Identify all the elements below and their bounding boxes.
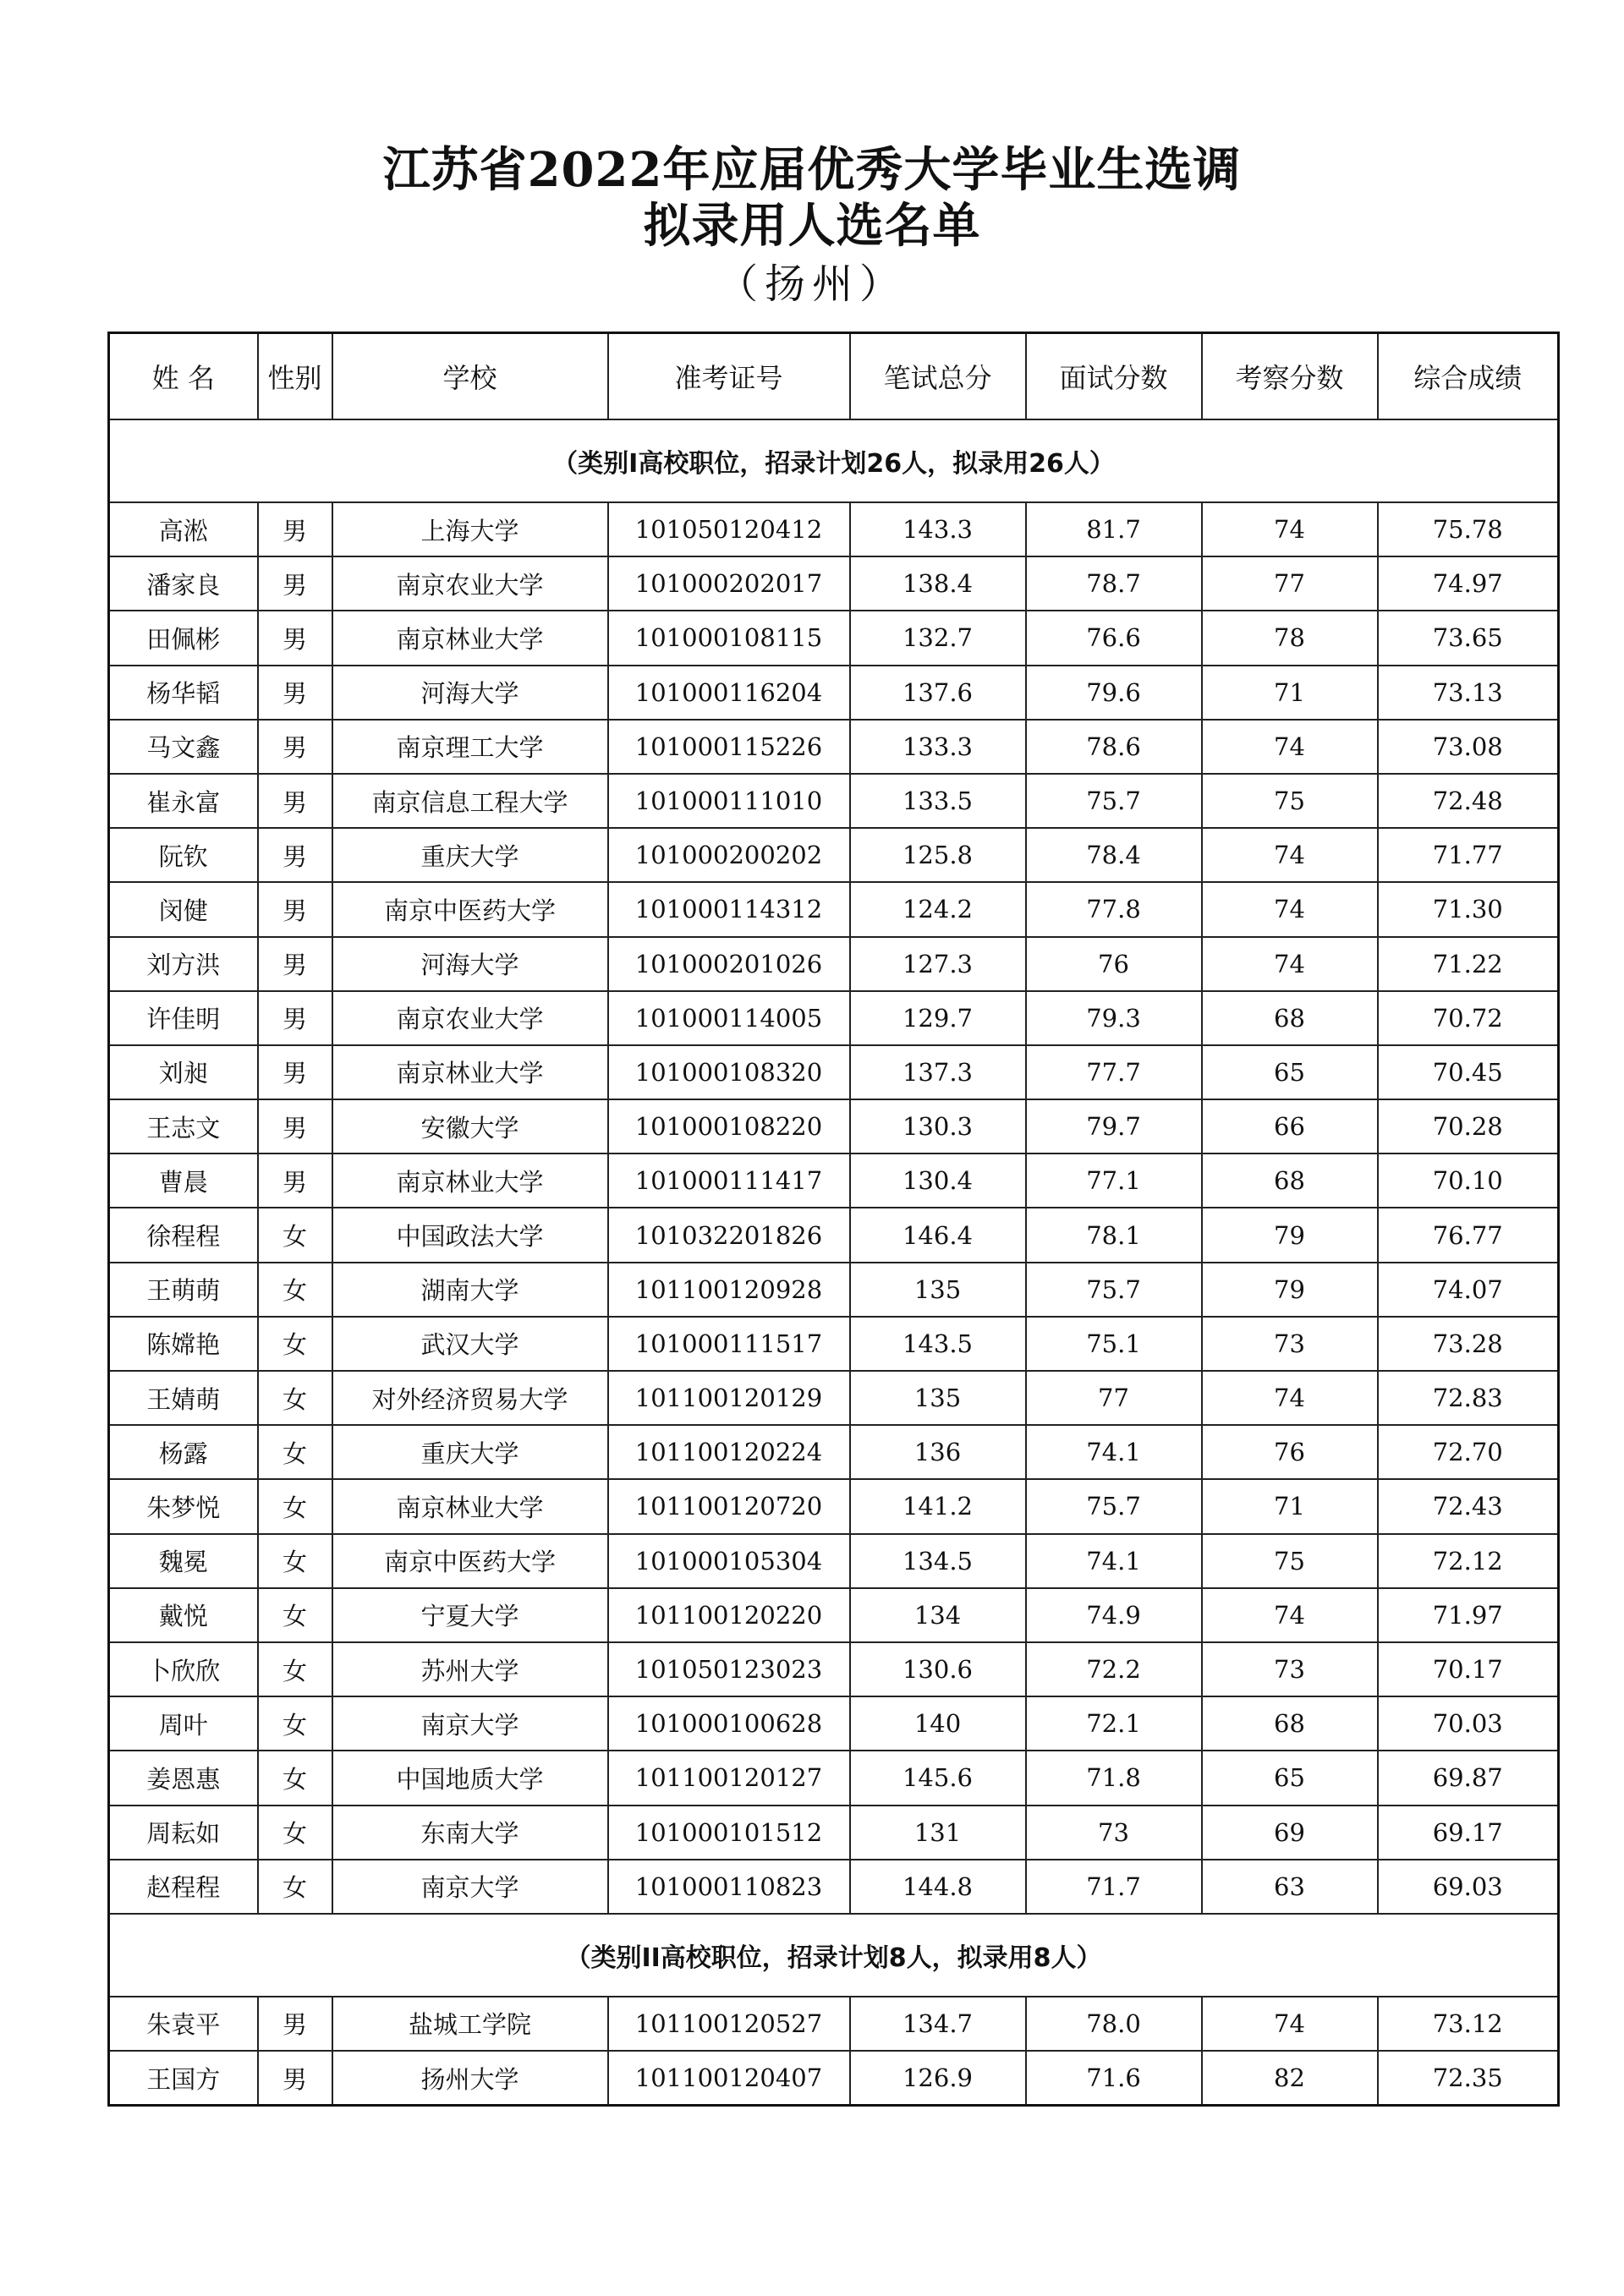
cell-school: 南京林业大学 (332, 1045, 608, 1099)
header-total-score: 综合成绩 (1378, 333, 1559, 420)
cell-name: 王志文 (109, 1099, 258, 1153)
table-row (109, 1371, 1559, 1425)
cell-written-score: 129.7 (850, 991, 1026, 1045)
document-subtitle: （扬州） (716, 260, 907, 308)
cell-assessment-score: 76 (1202, 1425, 1378, 1479)
cell-interview-score: 76.6 (1026, 611, 1202, 665)
cell-exam-id: 101100120720 (608, 1479, 850, 1533)
cell-name: 王国方 (109, 2051, 258, 2106)
cell-school: 南京中医药大学 (332, 882, 608, 936)
cell-school: 重庆大学 (332, 828, 608, 882)
candidate-table (107, 332, 1560, 2107)
header-written-score: 笔试总分 (850, 333, 1026, 420)
cell-exam-id: 101000114005 (608, 991, 850, 1045)
header-exam-id: 准考证号 (608, 333, 850, 420)
cell-assessment-score: 74 (1202, 937, 1378, 991)
cell-school: 河海大学 (332, 937, 608, 991)
cell-name: 刘昶 (109, 1045, 258, 1099)
cell-interview-score: 71.7 (1026, 1860, 1202, 1914)
cell-gender: 男 (258, 611, 332, 665)
cell-name: 徐程程 (109, 1208, 258, 1262)
table-body (109, 419, 1559, 2106)
cell-assessment-score: 74 (1202, 1588, 1378, 1642)
header-gender: 性别 (258, 333, 332, 420)
table-row (109, 882, 1559, 936)
cell-school: 东南大学 (332, 1806, 608, 1860)
cell-name: 陈嫦艳 (109, 1317, 258, 1371)
header-assessment-score: 考察分数 (1202, 333, 1378, 420)
title-block (0, 142, 1624, 310)
cell-total-score: 69.17 (1378, 1806, 1559, 1860)
table-row (109, 1263, 1559, 1317)
table-header-row (109, 333, 1559, 420)
cell-name: 曹晨 (109, 1153, 258, 1208)
cell-exam-id: 101050120412 (608, 502, 850, 556)
table-row (109, 774, 1559, 828)
cell-school: 上海大学 (332, 502, 608, 556)
cell-interview-score: 77 (1026, 1371, 1202, 1425)
table-row (109, 1997, 1559, 2051)
table-row (109, 1045, 1559, 1099)
table-row (109, 1099, 1559, 1153)
cell-school: 南京大学 (332, 1696, 608, 1751)
cell-gender: 男 (258, 1045, 332, 1099)
cell-interview-score: 79.7 (1026, 1099, 1202, 1153)
cell-assessment-score: 73 (1202, 1317, 1378, 1371)
cell-assessment-score: 74 (1202, 882, 1378, 936)
cell-written-score: 130.4 (850, 1153, 1026, 1208)
cell-interview-score: 79.3 (1026, 991, 1202, 1045)
cell-exam-id: 101050123023 (608, 1642, 850, 1696)
cell-interview-score: 78.6 (1026, 720, 1202, 774)
cell-total-score: 69.03 (1378, 1860, 1559, 1914)
cell-interview-score: 72.2 (1026, 1642, 1202, 1696)
cell-interview-score: 78.4 (1026, 828, 1202, 882)
cell-assessment-score: 74 (1202, 502, 1378, 556)
cell-assessment-score: 71 (1202, 666, 1378, 720)
header-interview-score: 面试分数 (1026, 333, 1202, 420)
cell-total-score: 74.07 (1378, 1263, 1559, 1317)
cell-total-score: 72.48 (1378, 774, 1559, 828)
cell-written-score: 134.5 (850, 1534, 1026, 1588)
cell-written-score: 133.3 (850, 720, 1026, 774)
cell-gender: 男 (258, 720, 332, 774)
cell-total-score: 72.83 (1378, 1371, 1559, 1425)
cell-interview-score: 81.7 (1026, 502, 1202, 556)
cell-name: 姜恩惠 (109, 1751, 258, 1805)
cell-name: 马文鑫 (109, 720, 258, 774)
cell-exam-id: 101100120127 (608, 1751, 850, 1805)
table-row (109, 1153, 1559, 1208)
cell-gender: 男 (258, 991, 332, 1045)
cell-exam-id: 101000200202 (608, 828, 850, 882)
cell-exam-id: 101000105304 (608, 1534, 850, 1588)
cell-assessment-score: 82 (1202, 2051, 1378, 2106)
cell-name: 闵健 (109, 882, 258, 936)
cell-gender: 女 (258, 1479, 332, 1533)
cell-written-score: 126.9 (850, 2051, 1026, 2106)
cell-total-score: 73.65 (1378, 611, 1559, 665)
cell-interview-score: 75.7 (1026, 1479, 1202, 1533)
cell-exam-id: 101000110823 (608, 1860, 850, 1914)
table-row (109, 1696, 1559, 1751)
cell-exam-id: 101100120407 (608, 2051, 850, 2106)
cell-assessment-score: 74 (1202, 828, 1378, 882)
cell-school: 中国政法大学 (332, 1208, 608, 1262)
cell-school: 中国地质大学 (332, 1751, 608, 1805)
cell-gender: 男 (258, 502, 332, 556)
cell-name: 阮钦 (109, 828, 258, 882)
cell-exam-id: 101000116204 (608, 666, 850, 720)
cell-total-score: 70.45 (1378, 1045, 1559, 1099)
cell-name: 赵程程 (109, 1860, 258, 1914)
cell-written-score: 145.6 (850, 1751, 1026, 1805)
cell-assessment-score: 74 (1202, 1997, 1378, 2051)
cell-school: 南京信息工程大学 (332, 774, 608, 828)
cell-interview-score: 72.1 (1026, 1696, 1202, 1751)
cell-total-score: 72.12 (1378, 1534, 1559, 1588)
cell-school: 南京大学 (332, 1860, 608, 1914)
cell-gender: 男 (258, 666, 332, 720)
table-row (109, 1806, 1559, 1860)
cell-assessment-score: 78 (1202, 611, 1378, 665)
cell-written-score: 132.7 (850, 611, 1026, 665)
cell-exam-id: 101100120129 (608, 1371, 850, 1425)
cell-written-score: 141.2 (850, 1479, 1026, 1533)
cell-written-score: 143.3 (850, 502, 1026, 556)
table-row (109, 666, 1559, 720)
cell-exam-id: 101000108220 (608, 1099, 850, 1153)
cell-written-score: 134.7 (850, 1997, 1026, 2051)
cell-exam-id: 101100120928 (608, 1263, 850, 1317)
cell-gender: 男 (258, 1997, 332, 2051)
section-title: （类别I高校职位，招录计划26人，拟录用26人） (109, 419, 1559, 502)
cell-gender: 女 (258, 1534, 332, 1588)
cell-assessment-score: 74 (1202, 1371, 1378, 1425)
table-row (109, 720, 1559, 774)
cell-gender: 男 (258, 774, 332, 828)
cell-total-score: 76.77 (1378, 1208, 1559, 1262)
cell-written-score: 140 (850, 1696, 1026, 1751)
header-school: 学校 (332, 333, 608, 420)
cell-assessment-score: 77 (1202, 556, 1378, 611)
cell-exam-id: 101000115226 (608, 720, 850, 774)
cell-school: 宁夏大学 (332, 1588, 608, 1642)
cell-name: 高淞 (109, 502, 258, 556)
section-header-row (109, 419, 1559, 502)
table-row (109, 1534, 1559, 1588)
cell-gender: 男 (258, 1099, 332, 1153)
cell-total-score: 70.72 (1378, 991, 1559, 1045)
table-row (109, 828, 1559, 882)
cell-total-score: 70.28 (1378, 1099, 1559, 1153)
cell-gender: 男 (258, 828, 332, 882)
cell-gender: 女 (258, 1317, 332, 1371)
cell-exam-id: 101032201826 (608, 1208, 850, 1262)
table-row (109, 1208, 1559, 1262)
cell-name: 戴悦 (109, 1588, 258, 1642)
section-header-row (109, 1914, 1559, 1997)
cell-interview-score: 71.8 (1026, 1751, 1202, 1805)
cell-school: 南京农业大学 (332, 991, 608, 1045)
cell-total-score: 69.87 (1378, 1751, 1559, 1805)
cell-total-score: 71.30 (1378, 882, 1559, 936)
cell-interview-score: 78.0 (1026, 1997, 1202, 2051)
cell-written-score: 131 (850, 1806, 1026, 1860)
cell-interview-score: 73 (1026, 1806, 1202, 1860)
cell-exam-id: 101000100628 (608, 1696, 850, 1751)
cell-written-score: 130.3 (850, 1099, 1026, 1153)
cell-total-score: 74.97 (1378, 556, 1559, 611)
cell-interview-score: 78.7 (1026, 556, 1202, 611)
document-title-line2: 拟录用人选名单 (643, 198, 981, 254)
cell-assessment-score: 66 (1202, 1099, 1378, 1153)
cell-total-score: 70.03 (1378, 1696, 1559, 1751)
table-row (109, 1317, 1559, 1371)
cell-total-score: 73.12 (1378, 1997, 1559, 2051)
cell-assessment-score: 75 (1202, 1534, 1378, 1588)
cell-school: 河海大学 (332, 666, 608, 720)
cell-gender: 女 (258, 1642, 332, 1696)
cell-written-score: 135 (850, 1263, 1026, 1317)
header-name: 姓 名 (109, 333, 258, 420)
cell-gender: 男 (258, 1153, 332, 1208)
table-row (109, 1425, 1559, 1479)
cell-total-score: 72.70 (1378, 1425, 1559, 1479)
cell-name: 王婧萌 (109, 1371, 258, 1425)
cell-written-score: 125.8 (850, 828, 1026, 882)
cell-gender: 男 (258, 556, 332, 611)
cell-written-score: 137.3 (850, 1045, 1026, 1099)
cell-total-score: 70.17 (1378, 1642, 1559, 1696)
cell-exam-id: 101000111517 (608, 1317, 850, 1371)
cell-interview-score: 76 (1026, 937, 1202, 991)
cell-gender: 女 (258, 1263, 332, 1317)
cell-total-score: 73.28 (1378, 1317, 1559, 1371)
cell-total-score: 71.97 (1378, 1588, 1559, 1642)
cell-interview-score: 78.1 (1026, 1208, 1202, 1262)
cell-interview-score: 77.8 (1026, 882, 1202, 936)
cell-total-score: 73.13 (1378, 666, 1559, 720)
cell-exam-id: 101000101512 (608, 1806, 850, 1860)
cell-interview-score: 71.6 (1026, 2051, 1202, 2106)
cell-gender: 女 (258, 1806, 332, 1860)
cell-total-score: 71.22 (1378, 937, 1559, 991)
cell-assessment-score: 68 (1202, 1696, 1378, 1751)
cell-school: 湖南大学 (332, 1263, 608, 1317)
cell-school: 盐城工学院 (332, 1997, 608, 2051)
cell-school: 南京理工大学 (332, 720, 608, 774)
section-title: （类别II高校职位，招录计划8人，拟录用8人） (109, 1914, 1559, 1997)
cell-gender: 女 (258, 1588, 332, 1642)
table-row (109, 1588, 1559, 1642)
cell-name: 潘家良 (109, 556, 258, 611)
cell-name: 崔永富 (109, 774, 258, 828)
cell-exam-id: 101000114312 (608, 882, 850, 936)
cell-school: 对外经济贸易大学 (332, 1371, 608, 1425)
table-row (109, 991, 1559, 1045)
cell-gender: 女 (258, 1425, 332, 1479)
cell-gender: 男 (258, 882, 332, 936)
table-row (109, 1642, 1559, 1696)
cell-assessment-score: 68 (1202, 1153, 1378, 1208)
cell-written-score: 133.5 (850, 774, 1026, 828)
cell-assessment-score: 73 (1202, 1642, 1378, 1696)
cell-written-score: 143.5 (850, 1317, 1026, 1371)
cell-written-score: 124.2 (850, 882, 1026, 936)
cell-written-score: 135 (850, 1371, 1026, 1425)
cell-assessment-score: 79 (1202, 1263, 1378, 1317)
cell-assessment-score: 69 (1202, 1806, 1378, 1860)
cell-total-score: 73.08 (1378, 720, 1559, 774)
cell-exam-id: 101100120220 (608, 1588, 850, 1642)
cell-exam-id: 101000111010 (608, 774, 850, 828)
cell-written-score: 127.3 (850, 937, 1026, 991)
cell-exam-id: 101000202017 (608, 556, 850, 611)
cell-assessment-score: 79 (1202, 1208, 1378, 1262)
cell-name: 朱袁平 (109, 1997, 258, 2051)
cell-exam-id: 101000108115 (608, 611, 850, 665)
cell-school: 南京林业大学 (332, 1153, 608, 1208)
cell-name: 周叶 (109, 1696, 258, 1751)
cell-total-score: 75.78 (1378, 502, 1559, 556)
cell-gender: 女 (258, 1751, 332, 1805)
cell-written-score: 136 (850, 1425, 1026, 1479)
table-row (109, 556, 1559, 611)
cell-name: 朱梦悦 (109, 1479, 258, 1533)
cell-exam-id: 101000201026 (608, 937, 850, 991)
cell-interview-score: 79.6 (1026, 666, 1202, 720)
cell-name: 杨露 (109, 1425, 258, 1479)
cell-gender: 女 (258, 1371, 332, 1425)
cell-name: 王萌萌 (109, 1263, 258, 1317)
cell-name: 刘方洪 (109, 937, 258, 991)
cell-exam-id: 101000108320 (608, 1045, 850, 1099)
cell-assessment-score: 75 (1202, 774, 1378, 828)
cell-interview-score: 77.7 (1026, 1045, 1202, 1099)
cell-exam-id: 101100120527 (608, 1997, 850, 2051)
cell-assessment-score: 71 (1202, 1479, 1378, 1533)
cell-written-score: 137.6 (850, 666, 1026, 720)
table-row (109, 1860, 1559, 1914)
cell-total-score: 72.43 (1378, 1479, 1559, 1533)
cell-gender: 女 (258, 1860, 332, 1914)
cell-assessment-score: 74 (1202, 720, 1378, 774)
cell-written-score: 138.4 (850, 556, 1026, 611)
table-row (109, 1751, 1559, 1805)
cell-assessment-score: 65 (1202, 1751, 1378, 1805)
cell-interview-score: 77.1 (1026, 1153, 1202, 1208)
table-row (109, 611, 1559, 665)
cell-assessment-score: 65 (1202, 1045, 1378, 1099)
cell-school: 扬州大学 (332, 2051, 608, 2106)
cell-name: 田佩彬 (109, 611, 258, 665)
cell-school: 安徽大学 (332, 1099, 608, 1153)
cell-interview-score: 75.7 (1026, 774, 1202, 828)
cell-name: 周耘如 (109, 1806, 258, 1860)
table-row (109, 502, 1559, 556)
cell-school: 南京林业大学 (332, 611, 608, 665)
cell-gender: 女 (258, 1208, 332, 1262)
cell-written-score: 130.6 (850, 1642, 1026, 1696)
cell-written-score: 146.4 (850, 1208, 1026, 1262)
cell-exam-id: 101000111417 (608, 1153, 850, 1208)
cell-interview-score: 74.9 (1026, 1588, 1202, 1642)
cell-exam-id: 101100120224 (608, 1425, 850, 1479)
cell-gender: 男 (258, 2051, 332, 2106)
cell-name: 魏冕 (109, 1534, 258, 1588)
cell-gender: 男 (258, 937, 332, 991)
cell-school: 苏州大学 (332, 1642, 608, 1696)
table-row (109, 937, 1559, 991)
cell-interview-score: 75.7 (1026, 1263, 1202, 1317)
cell-assessment-score: 63 (1202, 1860, 1378, 1914)
cell-name: 杨华韬 (109, 666, 258, 720)
cell-school: 南京中医药大学 (332, 1534, 608, 1588)
cell-total-score: 71.77 (1378, 828, 1559, 882)
cell-written-score: 134 (850, 1588, 1026, 1642)
cell-school: 武汉大学 (332, 1317, 608, 1371)
table-row (109, 2051, 1559, 2106)
cell-school: 重庆大学 (332, 1425, 608, 1479)
cell-interview-score: 74.1 (1026, 1425, 1202, 1479)
cell-assessment-score: 68 (1202, 991, 1378, 1045)
cell-interview-score: 75.1 (1026, 1317, 1202, 1371)
cell-written-score: 144.8 (850, 1860, 1026, 1914)
cell-total-score: 70.10 (1378, 1153, 1559, 1208)
table-row (109, 1479, 1559, 1533)
cell-name: 卜欣欣 (109, 1642, 258, 1696)
document-title: 江苏省2022年应届优秀大学毕业生选调 (382, 142, 1242, 198)
cell-school: 南京农业大学 (332, 556, 608, 611)
cell-name: 许佳明 (109, 991, 258, 1045)
cell-total-score: 72.35 (1378, 2051, 1559, 2106)
cell-gender: 女 (258, 1696, 332, 1751)
cell-school: 南京林业大学 (332, 1479, 608, 1533)
cell-interview-score: 74.1 (1026, 1534, 1202, 1588)
